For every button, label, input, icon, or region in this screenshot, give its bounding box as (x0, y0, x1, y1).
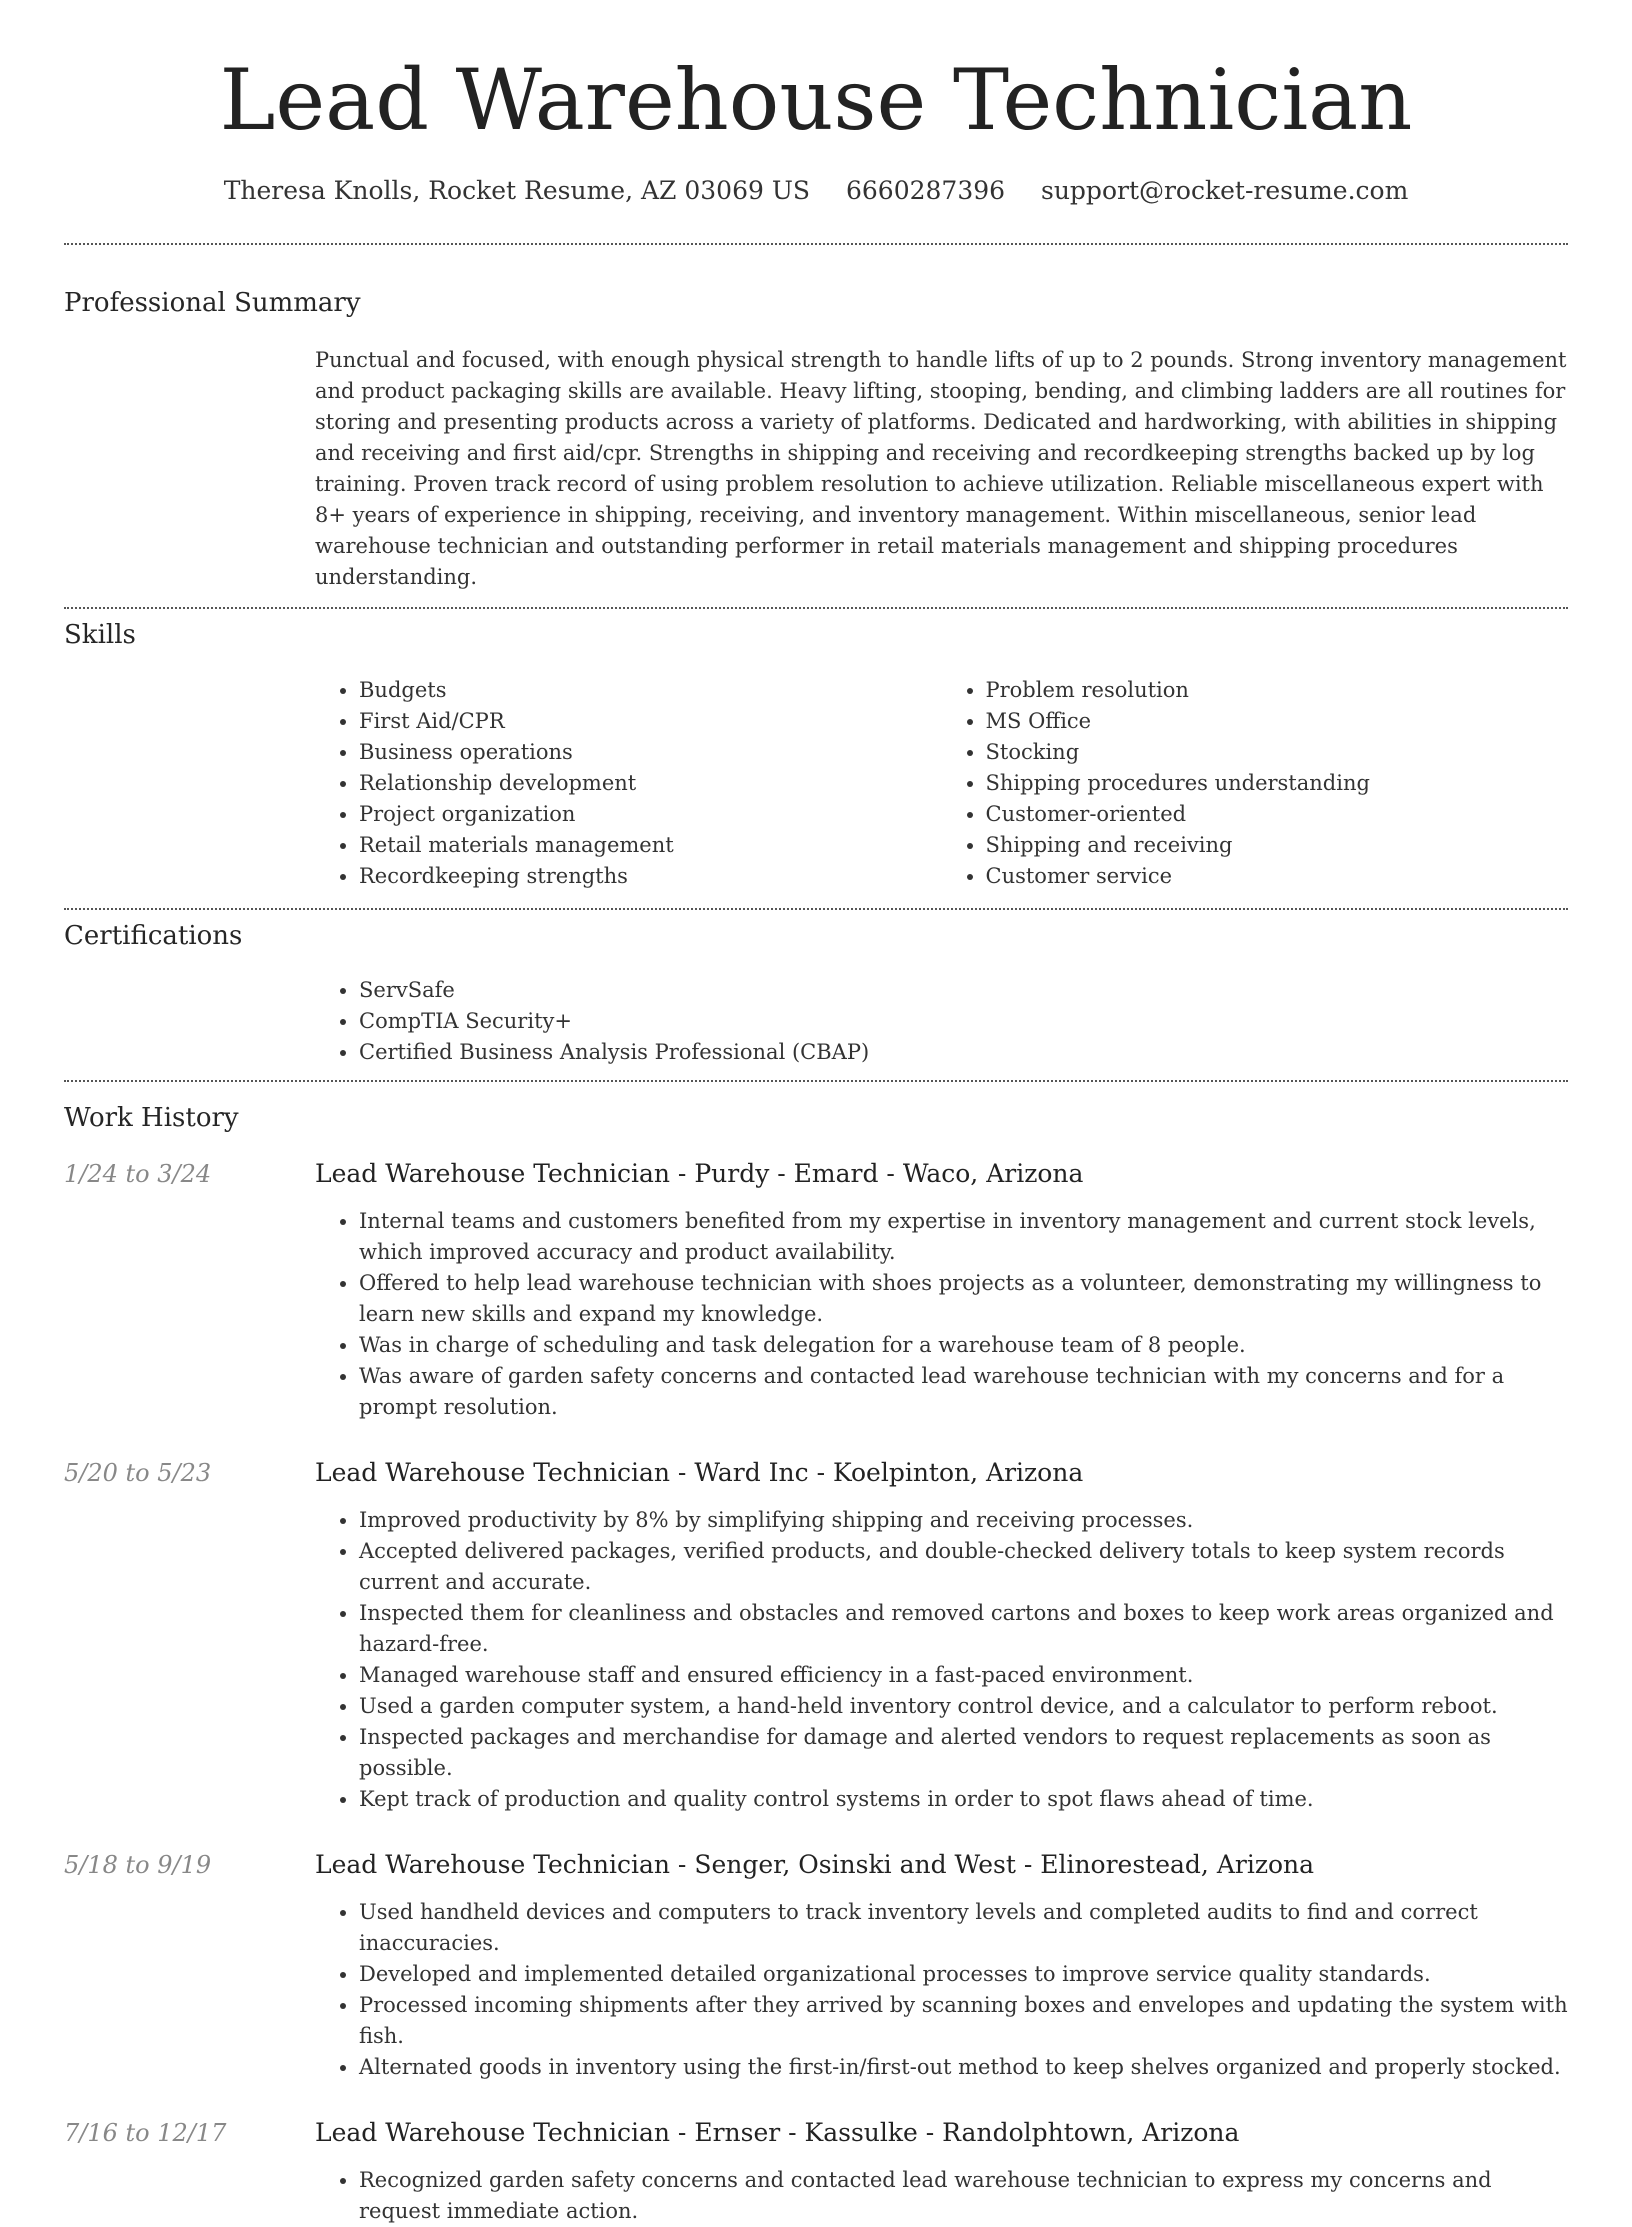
list-item: • Stocking (986, 737, 1569, 768)
list-item: • Budgets (359, 675, 942, 706)
skills-section (64, 609, 1568, 908)
job-entry (64, 1158, 1568, 1423)
list-item: • Accepted delivered packages, verified products, and double-checked delivery totals to keep system records current and accurate. (359, 1536, 1568, 1598)
list-item: • Shipping and receiving (986, 830, 1569, 861)
list-item: • MS Office (986, 706, 1569, 737)
job-title: Lead Warehouse Technician - Senger, Osinski and West - Elinorestead, Arizona (315, 1850, 1315, 1880)
list-item: • Problem resolution (986, 675, 1569, 706)
list-item: • Processed incoming shipments after they arrived by scanning boxes and envelopes and updating the system with fish. (359, 1990, 1568, 2052)
job-entry (64, 2117, 1568, 2227)
job-bullets (315, 2165, 1568, 2227)
skills-list-left (315, 675, 942, 892)
list-item: • Kept track of production and quality control systems in order to spot flaws ahead of time. (359, 1784, 1568, 1815)
work-heading: Work History (64, 1103, 239, 1134)
list-item: • Internal teams and customers benefited from my expertise in inventory management and current stock levels, which improved accuracy and product availability. (359, 1206, 1568, 1268)
job-dates: 5/18 to 9/19 (64, 1851, 212, 1880)
list-item: • Certified Business Analysis Professional (CBAP) (359, 1037, 869, 1068)
job-bullets (315, 1505, 1568, 1815)
contact-address: Theresa Knolls, Rocket Resume, AZ 03069 US (223, 175, 811, 205)
skills-list-right (942, 675, 1569, 892)
contact-line (64, 175, 1568, 208)
list-item: • ServSafe (359, 975, 869, 1006)
certifications-section (64, 910, 1568, 1081)
list-item: • Project organization (359, 799, 942, 830)
list-item: • Business operations (359, 737, 942, 768)
list-item: • Recordkeeping strengths (359, 861, 942, 892)
certifications-heading: Certifications (64, 920, 243, 951)
summary-text: Punctual and focused, with enough physical strength to handle lifts of up to 2 pounds. Strong inventory management and product packaging skills are available. Heavy lifting, stooping, bending, and climbing ladders are all routines for storing and presenting products across a variety of platforms. Dedicated and hardworking, with abilities in shipping and receiving and first aid/cpr. Strengths in shipping and receiving and recordkeeping strengths backed up by log training. Proven track record of using problem resolution to achieve utilization. Reliable miscellaneous expert with 8+ years of experience in shipping, receiving, and inventory management. Within miscellaneous, senior lead warehouse technician and outstanding performer in retail materials management and shipping procedures understanding. (315, 347, 1567, 589)
list-item: • Managed warehouse staff and ensured efficiency in a fast-paced environment. (359, 1660, 1568, 1691)
list-item: • Customer-oriented (986, 799, 1569, 830)
list-item: • Developed and implemented detailed organizational processes to improve service quality standards. (359, 1959, 1568, 1990)
job-list (64, 1158, 1568, 2227)
list-item: • Offered to help lead warehouse technician with shoes projects as a volunteer, demonstrating my willingness to learn new skills and expand my knowledge. (359, 1268, 1568, 1330)
list-item: • Shipping procedures understanding (986, 768, 1569, 799)
list-item: • Was aware of garden safety concerns and contacted lead warehouse technician with my concerns and for a prompt resolution. (359, 1361, 1568, 1423)
list-item: • Inspected them for cleanliness and obstacles and removed cartons and boxes to keep work areas organized and hazard-free. (359, 1598, 1568, 1660)
list-item: • Used a garden computer system, a hand-held inventory control device, and a calculator to perform reboot. (359, 1691, 1568, 1722)
job-dates: 7/16 to 12/17 (64, 2119, 227, 2148)
job-title: Lead Warehouse Technician - Purdy - Emard - Waco, Arizona (315, 1159, 1084, 1189)
list-item: • Was in charge of scheduling and task delegation for a warehouse team of 8 people. (359, 1330, 1568, 1361)
summary-heading: Professional Summary (64, 288, 361, 319)
list-item: • Retail materials management (359, 830, 942, 861)
job-body (315, 1158, 1568, 1423)
list-item: • Inspected packages and merchandise for damage and alerted vendors to request replacements as soon as possible. (359, 1722, 1568, 1784)
job-title: Lead Warehouse Technician - Ward Inc - Koelpinton, Arizona (315, 1458, 1084, 1488)
job-bullets (315, 1897, 1568, 2083)
job-dates: 5/20 to 5/23 (64, 1459, 212, 1488)
list-item: • Relationship development (359, 768, 942, 799)
certifications-list (315, 975, 869, 1068)
contact-email: support@rocket-resume.com (1041, 175, 1409, 205)
list-item: • Recognized garden safety concerns and contacted lead warehouse technician to express my concerns and request immediate action. (359, 2165, 1568, 2227)
resume-name: Lead Warehouse Technician (219, 51, 1413, 149)
certifications-wrap (315, 975, 1568, 1080)
skills-heading: Skills (64, 619, 136, 650)
job-entry (64, 1849, 1568, 2083)
job-dates: 1/24 to 3/24 (64, 1160, 212, 1189)
list-item: • Used handheld devices and computers to track inventory levels and completed audits to find and correct inaccuracies. (359, 1897, 1568, 1959)
job-bullets (315, 1206, 1568, 1423)
job-body (315, 2117, 1568, 2227)
job-title: Lead Warehouse Technician - Ernser - Kassulke - Randolphtown, Arizona (315, 2118, 1240, 2148)
contact-phone: 6660287396 (845, 175, 1006, 205)
list-item: • Customer service (986, 861, 1569, 892)
list-item: • Alternated goods in inventory using the first-in/first-out method to keep shelves organized and properly stocked. (359, 2052, 1568, 2083)
work-section (64, 1082, 1568, 2227)
list-item: • CompTIA Security+ (359, 1006, 869, 1037)
job-entry (64, 1457, 1568, 1815)
job-body (315, 1849, 1568, 2083)
list-item: • Improved productivity by 8% by simplifying shipping and receiving processes. (359, 1505, 1568, 1536)
skills-columns (315, 675, 1568, 908)
list-item: • First Aid/CPR (359, 706, 942, 737)
job-body (315, 1457, 1568, 1815)
